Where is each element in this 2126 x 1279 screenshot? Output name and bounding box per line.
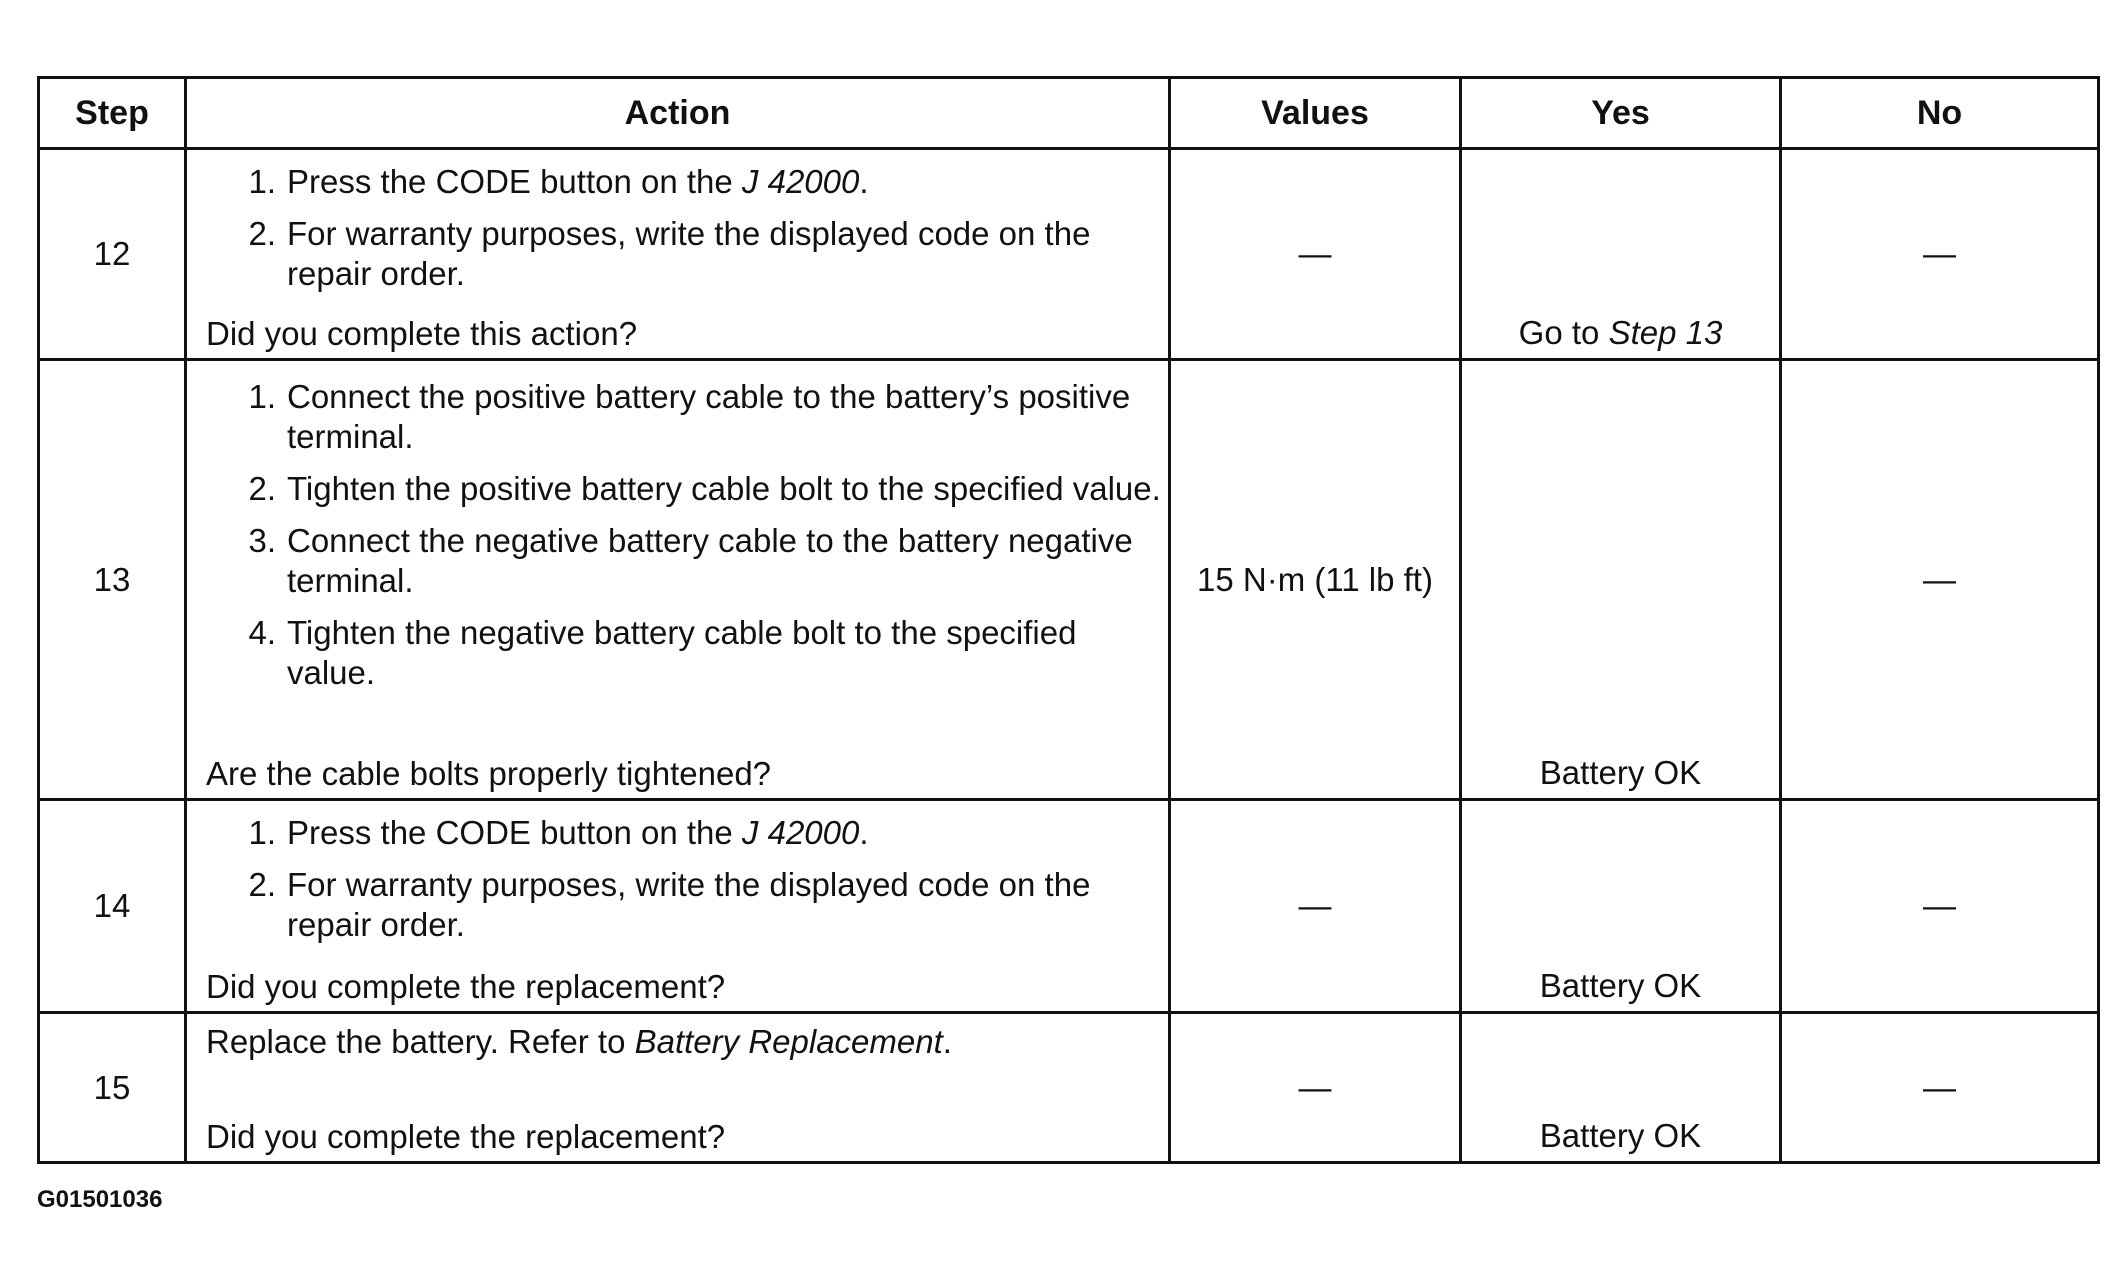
- no-cell: —: [1781, 800, 2099, 1013]
- no-cell: —: [1781, 1013, 2099, 1163]
- item-text-end: .: [859, 163, 869, 200]
- yes-cell: [1461, 149, 1781, 360]
- item-number: 1.: [248, 378, 276, 415]
- diagnostic-table: [37, 76, 2100, 1164]
- yes-cell: Battery OK: [1461, 1013, 1781, 1163]
- values-cell: —: [1170, 149, 1461, 360]
- header-row: [39, 78, 2099, 149]
- step-number: 14: [39, 800, 186, 1013]
- action-lead: [187, 1022, 1168, 1062]
- table-row-step-13: [39, 360, 2099, 800]
- action-question: Did you complete the replacement?: [206, 1118, 726, 1155]
- header-action: Action: [186, 78, 1170, 149]
- action-item: [187, 865, 1168, 945]
- values-cell: —: [1170, 1013, 1461, 1163]
- item-number: 2.: [248, 866, 276, 903]
- yes-cell: Battery OK: [1461, 800, 1781, 1013]
- item-text: Tighten the positive battery cable bolt to the specified value.: [287, 470, 1161, 507]
- action-question: Did you complete this action?: [206, 315, 638, 352]
- item-number: 3.: [248, 522, 276, 559]
- tool-reference: J 42000: [741, 163, 860, 200]
- action-item: [187, 162, 1168, 202]
- header-values: Values: [1170, 78, 1461, 149]
- values-cell: —: [1170, 800, 1461, 1013]
- item-text: For warranty purposes, write the displayed code on the repair order.: [287, 866, 1091, 943]
- action-cell: [186, 149, 1170, 360]
- action-item: [187, 813, 1168, 853]
- item-number: 4.: [248, 614, 276, 651]
- values-cell: 15 N·m (11 lb ft): [1170, 360, 1461, 800]
- figure-id: G01501036: [37, 1186, 163, 1213]
- step-number: 12: [39, 149, 186, 360]
- tool-reference: J 42000: [741, 814, 860, 851]
- yes-cell: Battery OK: [1461, 360, 1781, 800]
- action-cell: [186, 1013, 1170, 1163]
- action-question: Did you complete the replacement?: [206, 968, 726, 1005]
- no-cell: —: [1781, 360, 2099, 800]
- header-yes: Yes: [1461, 78, 1781, 149]
- lead-text: Replace the battery. Refer to: [206, 1023, 635, 1060]
- step-number: 15: [39, 1013, 186, 1163]
- action-item: [187, 521, 1168, 601]
- item-text: Press the CODE button on the: [287, 163, 742, 200]
- action-item: [187, 214, 1168, 294]
- item-text: Connect the negative battery cable to the battery negative terminal.: [287, 522, 1133, 599]
- header-no: No: [1781, 78, 2099, 149]
- item-text: For warranty purposes, write the displayed code on the repair order.: [287, 215, 1091, 292]
- table-row-step-14: [39, 800, 2099, 1013]
- item-number: 2.: [248, 470, 276, 507]
- no-cell: —: [1781, 149, 2099, 360]
- action-item: [187, 377, 1168, 457]
- action-item: [187, 613, 1168, 693]
- item-text: Tighten the negative battery cable bolt to the specified value.: [287, 614, 1077, 691]
- item-number: 1.: [248, 814, 276, 851]
- action-item: [187, 469, 1168, 509]
- action-question: Are the cable bolts properly tightened?: [206, 755, 772, 792]
- action-cell: [186, 800, 1170, 1013]
- action-cell: [186, 360, 1170, 800]
- step-link[interactable]: Step 13: [1608, 314, 1723, 351]
- table-row-step-12: [39, 149, 2099, 360]
- table-row-step-15: [39, 1013, 2099, 1163]
- header-step: Step: [39, 78, 186, 149]
- step-number: 13: [39, 360, 186, 800]
- item-text-end: .: [859, 814, 869, 851]
- procedure-reference[interactable]: Battery Replacement: [634, 1023, 943, 1060]
- yes-text: Go to: [1518, 314, 1609, 351]
- item-number: 1.: [248, 163, 276, 200]
- lead-text-end: .: [942, 1023, 952, 1060]
- item-text: Press the CODE button on the: [287, 814, 742, 851]
- item-text: Connect the positive battery cable to the battery’s positive terminal.: [287, 378, 1131, 455]
- item-number: 2.: [248, 215, 276, 252]
